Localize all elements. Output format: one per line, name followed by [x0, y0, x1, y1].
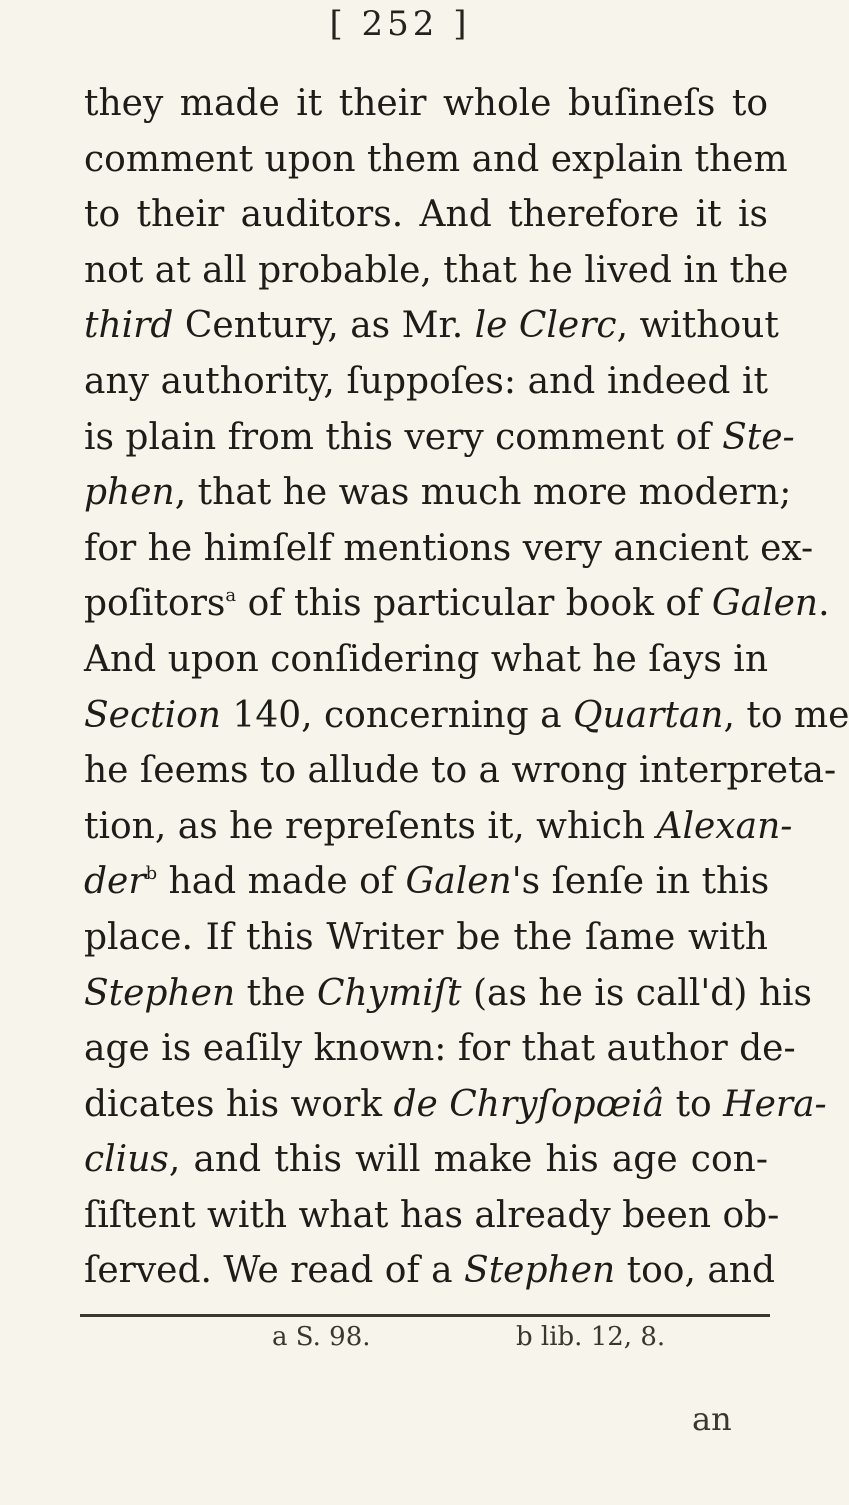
text-line: And upon conſidering what he ſays in	[84, 638, 768, 680]
page-number: [ 252 ]	[329, 4, 471, 44]
catchword: an	[692, 1400, 732, 1438]
footnote-rule	[80, 1314, 770, 1317]
text-line: not at all probable, that he lived in the	[84, 249, 789, 291]
text-line: Stephen the Chymiſt (as he is call'd) his	[84, 972, 813, 1014]
body-text	[84, 76, 849, 1299]
text-line: is plain from this very comment of Ste-	[84, 416, 795, 458]
text-line: for he himſelf mentions very ancient ex-	[84, 527, 814, 569]
text-line: ſerved. We read of a Stephen too, and	[84, 1250, 776, 1292]
footnote-a: a S. 98.	[272, 1322, 371, 1352]
text-line: age is eaſily known: for that author de-	[84, 1028, 796, 1070]
text-line: Section 140, concerning a Quartan, to me	[84, 694, 849, 736]
text-line: tion, as he repreſents it, which Alexan-	[84, 805, 793, 847]
text-line: he ſeems to allude to a wrong interpreta-	[84, 750, 837, 792]
footnotes	[0, 1322, 800, 1362]
text-line: der$^b$ had made of Galen's ſenſe in this	[84, 861, 770, 903]
text-line: third Century, as Mr. le Clerc, without	[84, 305, 779, 347]
text-line: poſitors$^a$ of this particular book of Galen.	[84, 583, 830, 625]
text-line: to their auditors. And therefore it is	[84, 194, 768, 236]
text-line: any authority, ſuppoſes: and indeed it	[84, 360, 768, 402]
text-line: phen, that he was much more modern;	[84, 472, 792, 514]
footnote-b: b lib. 12, 8.	[516, 1322, 666, 1352]
text-line: dicates his work de Chryſopœiâ to Hera-	[84, 1083, 827, 1125]
text-line: comment upon them and explain them	[84, 138, 788, 180]
text-line: they made it their whole buſineſs to	[84, 83, 768, 124]
text-line: place. If this Writer be the ſame with	[84, 916, 768, 958]
text-line: clius, and this will make his age con-	[84, 1139, 768, 1181]
text-line: ſiſtent with what has already been ob-	[84, 1194, 780, 1236]
